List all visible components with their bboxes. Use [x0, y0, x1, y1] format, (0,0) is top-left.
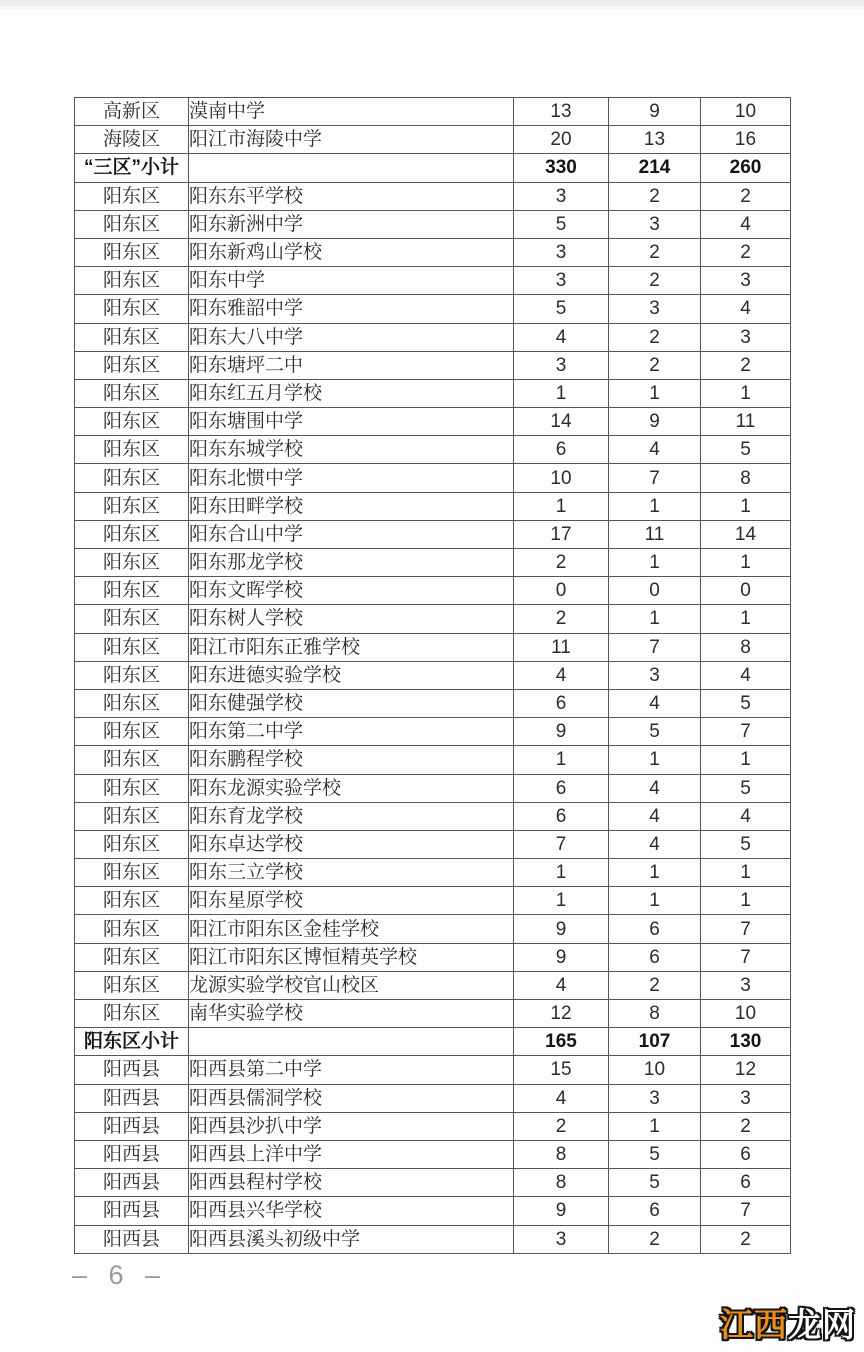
school-cell: 阳东健强学校 — [189, 689, 514, 717]
school-cell: 阳东树人学校 — [189, 605, 514, 633]
district-cell: 阳东区 — [75, 915, 189, 943]
value-cell: 3 — [701, 971, 791, 999]
value-cell: 107 — [609, 1028, 701, 1056]
district-cell: 阳东区 — [75, 267, 189, 295]
value-cell: 3 — [701, 323, 791, 351]
value-cell: 2 — [701, 182, 791, 210]
value-cell: 16 — [701, 126, 791, 154]
value-cell: 0 — [701, 577, 791, 605]
value-cell: 1 — [609, 746, 701, 774]
table-row — [75, 661, 791, 689]
table-row — [75, 492, 791, 520]
school-cell: 阳东进德实验学校 — [189, 661, 514, 689]
value-cell: 1 — [701, 859, 791, 887]
value-cell: 8 — [701, 633, 791, 661]
district-cell: 阳东区 — [75, 774, 189, 802]
value-cell: 4 — [609, 830, 701, 858]
value-cell: 6 — [514, 436, 609, 464]
value-cell: 2 — [701, 1225, 791, 1253]
school-cell: 南华实验学校 — [189, 1000, 514, 1028]
value-cell: 5 — [701, 436, 791, 464]
value-cell: 1 — [701, 746, 791, 774]
district-cell: 阳西县 — [75, 1140, 189, 1168]
value-cell: 15 — [514, 1056, 609, 1084]
value-cell: 6 — [514, 802, 609, 830]
district-cell: 阳东区 — [75, 408, 189, 436]
school-cell: 阳东大八中学 — [189, 323, 514, 351]
table-row — [75, 859, 791, 887]
school-cell: 阳江市海陵中学 — [189, 126, 514, 154]
school-cell: 阳江市阳东区博恒精英学校 — [189, 943, 514, 971]
table-row — [75, 295, 791, 323]
school-cell: 阳东那龙学校 — [189, 549, 514, 577]
value-cell: 1 — [701, 605, 791, 633]
value-cell: 5 — [701, 830, 791, 858]
table-row — [75, 887, 791, 915]
value-cell: 8 — [514, 1169, 609, 1197]
value-cell: 5 — [514, 295, 609, 323]
value-cell: 4 — [514, 323, 609, 351]
value-cell: 0 — [514, 577, 609, 605]
school-cell: 阳东新洲中学 — [189, 210, 514, 238]
value-cell: 1 — [701, 379, 791, 407]
school-cell: 阳东塘围中学 — [189, 408, 514, 436]
table-row — [75, 1140, 791, 1168]
value-cell: 9 — [514, 718, 609, 746]
value-cell: 4 — [701, 210, 791, 238]
table-row — [75, 464, 791, 492]
value-cell: 4 — [701, 295, 791, 323]
school-cell — [189, 1028, 514, 1056]
value-cell: 7 — [701, 915, 791, 943]
value-cell: 4 — [609, 689, 701, 717]
district-cell: 阳东区 — [75, 379, 189, 407]
district-cell: 阳西县 — [75, 1197, 189, 1225]
value-cell: 2 — [609, 182, 701, 210]
table-row — [75, 1197, 791, 1225]
value-cell: 165 — [514, 1028, 609, 1056]
table-row — [75, 689, 791, 717]
table-row — [75, 633, 791, 661]
table-row — [75, 154, 791, 182]
school-cell: 阳东北惯中学 — [189, 464, 514, 492]
school-cell: 阳东星原学校 — [189, 887, 514, 915]
district-cell: “三区”小计 — [75, 154, 189, 182]
school-cell: 阳东新鸡山学校 — [189, 238, 514, 266]
district-cell: 阳东区 — [75, 859, 189, 887]
school-cell: 阳江市阳东正雅学校 — [189, 633, 514, 661]
table-row — [75, 746, 791, 774]
table-row — [75, 1084, 791, 1112]
value-cell: 6 — [514, 774, 609, 802]
table-row — [75, 802, 791, 830]
school-cell: 阳西县上洋中学 — [189, 1140, 514, 1168]
value-cell: 7 — [701, 943, 791, 971]
value-cell: 5 — [514, 210, 609, 238]
value-cell: 14 — [514, 408, 609, 436]
value-cell: 20 — [514, 126, 609, 154]
school-cell: 阳东龙源实验学校 — [189, 774, 514, 802]
value-cell: 3 — [701, 267, 791, 295]
table-row — [75, 98, 791, 126]
table-row — [75, 379, 791, 407]
table-row — [75, 210, 791, 238]
district-cell: 阳东区 — [75, 605, 189, 633]
district-cell: 阳东区 — [75, 746, 189, 774]
school-cell: 阳西县溪头初级中学 — [189, 1225, 514, 1253]
district-cell: 阳西县 — [75, 1225, 189, 1253]
value-cell: 1 — [701, 887, 791, 915]
value-cell: 4 — [701, 661, 791, 689]
district-cell: 海陵区 — [75, 126, 189, 154]
district-cell: 阳东区 — [75, 633, 189, 661]
table-row — [75, 1169, 791, 1197]
value-cell: 4 — [514, 971, 609, 999]
table-row — [75, 774, 791, 802]
value-cell: 7 — [609, 633, 701, 661]
table-row — [75, 1225, 791, 1253]
value-cell: 1 — [609, 549, 701, 577]
table-row — [75, 971, 791, 999]
value-cell: 6 — [701, 1140, 791, 1168]
school-cell: 阳东中学 — [189, 267, 514, 295]
value-cell: 9 — [609, 408, 701, 436]
value-cell: 1 — [609, 859, 701, 887]
district-cell: 阳东区 — [75, 323, 189, 351]
value-cell: 10 — [701, 98, 791, 126]
district-cell: 阳东区 — [75, 661, 189, 689]
table-row — [75, 323, 791, 351]
school-cell: 阳东三立学校 — [189, 859, 514, 887]
school-cell: 阳东卓达学校 — [189, 830, 514, 858]
value-cell: 2 — [609, 238, 701, 266]
district-cell: 阳东区 — [75, 295, 189, 323]
district-cell: 阳东区 — [75, 464, 189, 492]
district-cell: 阳东区 — [75, 210, 189, 238]
value-cell: 4 — [514, 1084, 609, 1112]
value-cell: 1 — [514, 492, 609, 520]
district-cell: 阳东区 — [75, 718, 189, 746]
value-cell: 8 — [514, 1140, 609, 1168]
value-cell: 10 — [609, 1056, 701, 1084]
value-cell: 260 — [701, 154, 791, 182]
school-cell: 阳东东城学校 — [189, 436, 514, 464]
table-row — [75, 830, 791, 858]
value-cell: 4 — [609, 802, 701, 830]
value-cell: 1 — [514, 746, 609, 774]
value-cell: 6 — [609, 915, 701, 943]
value-cell: 11 — [609, 520, 701, 548]
table-row — [75, 408, 791, 436]
school-cell: 龙源实验学校官山校区 — [189, 971, 514, 999]
table-row — [75, 1028, 791, 1056]
value-cell: 2 — [609, 1225, 701, 1253]
table-row — [75, 1056, 791, 1084]
district-cell: 高新区 — [75, 98, 189, 126]
value-cell: 4 — [701, 802, 791, 830]
table-row — [75, 1000, 791, 1028]
school-cell: 阳东鹏程学校 — [189, 746, 514, 774]
value-cell: 5 — [701, 689, 791, 717]
school-cell: 阳东田畔学校 — [189, 492, 514, 520]
value-cell: 4 — [609, 774, 701, 802]
school-cell: 阳东东平学校 — [189, 182, 514, 210]
district-cell: 阳东区 — [75, 802, 189, 830]
value-cell: 9 — [609, 98, 701, 126]
value-cell: 1 — [701, 549, 791, 577]
value-cell: 130 — [701, 1028, 791, 1056]
table-row — [75, 549, 791, 577]
table-row — [75, 238, 791, 266]
value-cell: 214 — [609, 154, 701, 182]
school-cell: 阳东文晖学校 — [189, 577, 514, 605]
value-cell: 13 — [609, 126, 701, 154]
value-cell: 1 — [609, 1112, 701, 1140]
school-cell: 阳东第二中学 — [189, 718, 514, 746]
value-cell: 3 — [609, 210, 701, 238]
school-cell: 阳西县第二中学 — [189, 1056, 514, 1084]
district-cell: 阳西县 — [75, 1169, 189, 1197]
district-cell: 阳东区 — [75, 1000, 189, 1028]
value-cell: 3 — [609, 661, 701, 689]
table-row — [75, 436, 791, 464]
value-cell: 1 — [514, 859, 609, 887]
table-row — [75, 577, 791, 605]
value-cell: 3 — [514, 238, 609, 266]
value-cell: 5 — [609, 1140, 701, 1168]
value-cell: 1 — [609, 492, 701, 520]
district-cell: 阳东区 — [75, 351, 189, 379]
value-cell: 7 — [609, 464, 701, 492]
value-cell: 9 — [514, 943, 609, 971]
value-cell: 1 — [609, 887, 701, 915]
table-row — [75, 718, 791, 746]
value-cell: 9 — [514, 915, 609, 943]
school-cell: 漠南中学 — [189, 98, 514, 126]
table-row — [75, 915, 791, 943]
district-cell: 阳东区 — [75, 971, 189, 999]
value-cell: 6 — [514, 689, 609, 717]
school-cell: 阳东红五月学校 — [189, 379, 514, 407]
value-cell: 5 — [609, 718, 701, 746]
watermark-text-orange: 江西 — [720, 1306, 788, 1343]
school-cell: 阳西县儒洞学校 — [189, 1084, 514, 1112]
top-strip — [0, 0, 864, 9]
value-cell: 6 — [609, 943, 701, 971]
page-number: – 6 – — [72, 1260, 168, 1290]
district-cell: 阳东区 — [75, 830, 189, 858]
table-body — [75, 98, 791, 1254]
district-cell: 阳东区 — [75, 943, 189, 971]
school-cell: 阳西县程村学校 — [189, 1169, 514, 1197]
value-cell: 2 — [701, 351, 791, 379]
value-cell: 17 — [514, 520, 609, 548]
watermark-text-white: 龙网 — [788, 1306, 856, 1343]
value-cell: 7 — [701, 1197, 791, 1225]
value-cell: 6 — [609, 1197, 701, 1225]
value-cell: 3 — [609, 1084, 701, 1112]
value-cell: 10 — [701, 1000, 791, 1028]
table-row — [75, 943, 791, 971]
school-stats-table — [74, 97, 791, 1254]
district-cell: 阳西县 — [75, 1112, 189, 1140]
district-cell: 阳东区 — [75, 492, 189, 520]
value-cell: 9 — [514, 1197, 609, 1225]
value-cell: 330 — [514, 154, 609, 182]
value-cell: 6 — [701, 1169, 791, 1197]
value-cell: 3 — [514, 182, 609, 210]
table-row — [75, 126, 791, 154]
value-cell: 11 — [514, 633, 609, 661]
value-cell: 2 — [514, 549, 609, 577]
value-cell: 1 — [609, 379, 701, 407]
table-row — [75, 267, 791, 295]
value-cell: 8 — [701, 464, 791, 492]
value-cell: 3 — [514, 267, 609, 295]
school-cell: 阳东合山中学 — [189, 520, 514, 548]
value-cell: 2 — [701, 1112, 791, 1140]
district-cell: 阳西县 — [75, 1084, 189, 1112]
table-row — [75, 1112, 791, 1140]
district-cell: 阳东区 — [75, 887, 189, 915]
value-cell: 5 — [701, 774, 791, 802]
district-cell: 阳东区小计 — [75, 1028, 189, 1056]
value-cell: 14 — [701, 520, 791, 548]
value-cell: 12 — [514, 1000, 609, 1028]
table-row — [75, 351, 791, 379]
school-cell — [189, 154, 514, 182]
value-cell: 2 — [514, 605, 609, 633]
value-cell: 1 — [609, 605, 701, 633]
value-cell: 1 — [514, 887, 609, 915]
value-cell: 13 — [514, 98, 609, 126]
district-cell: 阳东区 — [75, 436, 189, 464]
value-cell: 12 — [701, 1056, 791, 1084]
value-cell: 1 — [514, 379, 609, 407]
value-cell: 2 — [609, 971, 701, 999]
value-cell: 2 — [701, 238, 791, 266]
district-cell: 阳东区 — [75, 182, 189, 210]
value-cell: 3 — [514, 351, 609, 379]
value-cell: 1 — [701, 492, 791, 520]
value-cell: 10 — [514, 464, 609, 492]
value-cell: 7 — [701, 718, 791, 746]
value-cell: 2 — [609, 323, 701, 351]
district-cell: 阳东区 — [75, 520, 189, 548]
watermark-logo — [720, 1299, 856, 1346]
value-cell: 4 — [514, 661, 609, 689]
value-cell: 2 — [609, 267, 701, 295]
district-cell: 阳东区 — [75, 549, 189, 577]
district-cell: 阳东区 — [75, 577, 189, 605]
value-cell: 3 — [701, 1084, 791, 1112]
table-row — [75, 605, 791, 633]
value-cell: 3 — [514, 1225, 609, 1253]
value-cell: 2 — [609, 351, 701, 379]
value-cell: 8 — [609, 1000, 701, 1028]
school-cell: 阳东雅韶中学 — [189, 295, 514, 323]
school-cell: 阳江市阳东区金桂学校 — [189, 915, 514, 943]
school-cell: 阳西县兴华学校 — [189, 1197, 514, 1225]
district-cell: 阳东区 — [75, 238, 189, 266]
table-row — [75, 520, 791, 548]
value-cell: 5 — [609, 1169, 701, 1197]
value-cell: 7 — [514, 830, 609, 858]
value-cell: 4 — [609, 436, 701, 464]
table-row — [75, 182, 791, 210]
value-cell: 2 — [514, 1112, 609, 1140]
school-cell: 阳西县沙扒中学 — [189, 1112, 514, 1140]
district-cell: 阳东区 — [75, 689, 189, 717]
school-cell: 阳东塘坪二中 — [189, 351, 514, 379]
value-cell: 0 — [609, 577, 701, 605]
school-cell: 阳东育龙学校 — [189, 802, 514, 830]
value-cell: 3 — [609, 295, 701, 323]
district-cell: 阳西县 — [75, 1056, 189, 1084]
value-cell: 11 — [701, 408, 791, 436]
